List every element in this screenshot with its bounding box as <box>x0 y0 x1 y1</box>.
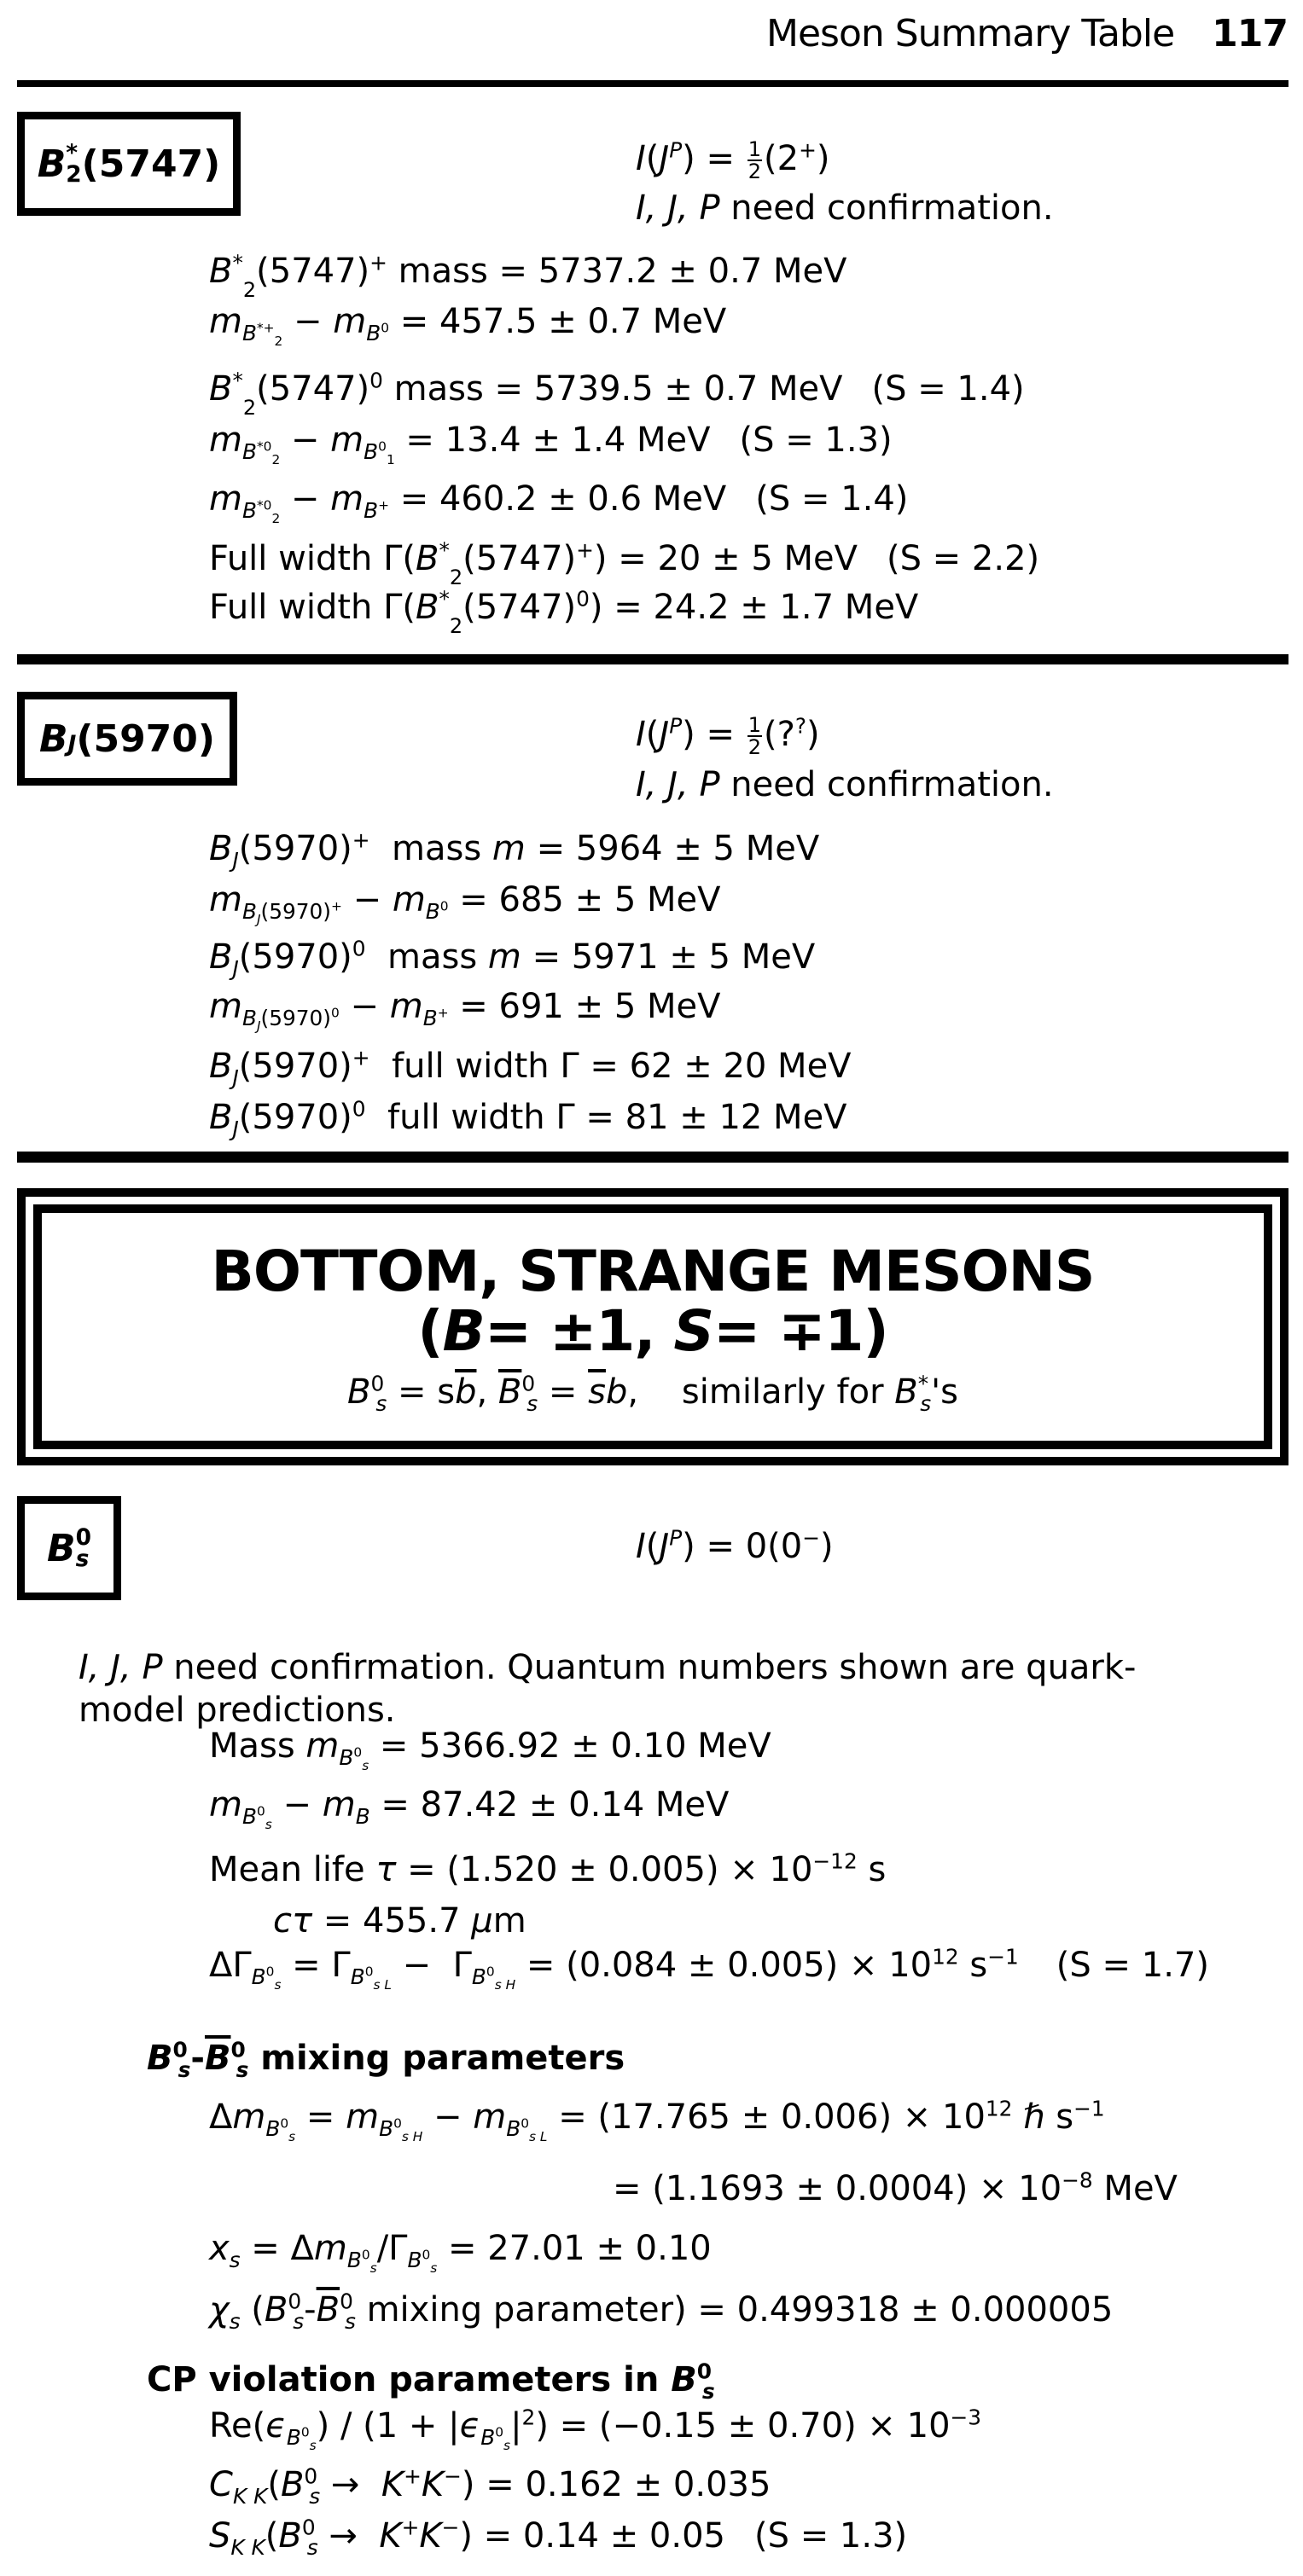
box-tail: (5970) <box>76 717 216 761</box>
s-factor: (S = 1.4) <box>871 369 1025 409</box>
confirmation-note-b2star: I, J, P need confirmation. <box>636 189 1054 228</box>
bs0-quantum-note: I, J, P need confirmation. Quantum numbers shown are quark-model predictions. <box>79 1648 1137 1730</box>
quantum-numbers-bs0: $I(J^P) = 0(0^-)$ <box>636 1525 834 1566</box>
mixing-heading: $B^0_s-\overline{B}^0_s$ mixing parameters <box>147 2037 625 2082</box>
bs0-mass-diff: $m_{B^0_s} - m_B = 87.42 \pm 0.14$ MeV <box>209 1785 730 1832</box>
box-sub: s <box>75 1546 90 1572</box>
bs0-skk: $S_{K K}(B^0_s \to K^+K^-) = 0.14 \pm 0.05$ (S = 1.3) <box>209 2515 908 2560</box>
bj-mass-zero: $B_J(5970)^0$ mass m = 5971 ± 5 MeV <box>209 936 816 981</box>
bj-mass-diff-zero: $m_{B_J(5970)^0} - m_{B^+} = 691 \pm 5$ MeV <box>209 987 721 1034</box>
section-rule <box>17 654 1288 664</box>
bs0-chi-s: $\chi_s$ ($B^0_s-\overline{B}^0_s$ mixing parameter) = 0.499318 ± 0.000005 <box>209 2289 1114 2334</box>
quantum-numbers-b2star: $I(J^P)$ = $\frac{1}{2}$ (2+) <box>636 137 830 183</box>
box-sub: 2 <box>66 161 82 188</box>
bs0-xs: $x_s = \Delta m_{B^0_s}/\Gamma_{B^0_s} = 27.01 \pm 0.10$ <box>209 2229 712 2276</box>
bj-mass-diff-plus: $m_{B_J(5970)^+} - m_{B^0} = 685 \pm 5$ MeV <box>209 880 721 927</box>
banner-quantum-line: (B= ±1, S= ∓1) <box>417 1297 888 1364</box>
bs0-ckk: $C_{K K}(B^0_s \to K^+K^-) = 0.162 \pm 0.035$ <box>209 2463 771 2509</box>
particle-box-bs0 <box>17 1496 121 1600</box>
page-number: 117 <box>1212 12 1288 55</box>
bs0-delta-m-mev: = $(1.1693 \pm 0.0004) \times 10^{-8}$ MeV <box>613 2167 1178 2208</box>
bs0-delta-gamma: $\Delta\Gamma_{B^0_s} = \Gamma_{B^0_{s L}} - \Gamma_{B^0_{s H}} = (0.084 \pm 0.005) \times 10^{12}$ $s^{-1}$ (S = 1.7) <box>209 1944 1209 1993</box>
running-title: Meson Summary Table <box>765 12 1175 55</box>
b2star-mass-plus: $B^*_2(5747)^+$ mass = 5737.2 ± 0.7 MeV <box>209 250 847 303</box>
cp-violation-heading: CP violation parameters in $B^0_s$ <box>147 2358 715 2404</box>
bs0-re-epsilon: $Re(\epsilon_{B^0_s}) / (1 + |\epsilon_{B^0_s}|^2) = (-0.15 \pm 0.70) \times 10^{-3}$ <box>209 2405 982 2453</box>
banner-title: BOTTOM, STRANGE MESONS <box>211 1239 1095 1305</box>
particle-box-bj: B $_J$ (5970) <box>17 692 237 786</box>
category-banner <box>17 1188 1288 1465</box>
box-sup: * <box>66 139 79 166</box>
box-symbol: B <box>38 717 68 761</box>
section-rule <box>17 1152 1288 1163</box>
fraction: $\frac{1}{2}$ <box>747 137 762 183</box>
s-factor: (S = 2.2) <box>886 539 1040 578</box>
page-header <box>766 12 1288 55</box>
header-rule <box>17 80 1288 87</box>
b2star-mass-diff-plus: $m_{B^{*+}_2} - m_{B^0} = 457.5 \pm 0.7$ MeV <box>209 302 727 349</box>
s-factor: (S = 1.3) <box>753 2516 908 2556</box>
bs0-mass: Mass $m_{B^0_s} = 5366.92 \pm 0.10$ MeV <box>209 1726 771 1773</box>
confirmation-note-bj: I, J, P need confirmation. <box>636 765 1054 804</box>
bj-width-zero: $B_J(5970)^0$ full width Γ = 81 ± 12 MeV <box>209 1096 847 1141</box>
b2star-width-zero: Full width $\Gamma(B^*_2(5747)^0) = 24.2 \pm 1.7$ MeV <box>209 586 919 639</box>
fraction: $\frac{1}{2}$ <box>747 713 762 759</box>
category-banner-inner <box>33 1204 1272 1449</box>
b2star-mass-diff-zero-b1: $m_{B^{*0}_2} - m_{B^0_1} = 13.4 \pm 1.4$ MeV (S = 1.3) <box>209 421 893 467</box>
bj-mass-plus: $B_J(5970)^+$ mass m = 5964 ± 5 MeV <box>209 827 820 873</box>
jp-sup: P <box>669 137 683 163</box>
s-factor: (S = 1.3) <box>739 421 893 460</box>
bs0-delta-m: $\Delta m_{B^0_s} = m_{B^0_{s H}} - m_{B^0_{s L}} = (17.765 \pm 0.006) \times 10^{12}$ ℏ $s^{-1}$ <box>209 2096 1105 2144</box>
bs0-ctau: cτ = 455.7 μm <box>273 1901 526 1941</box>
b2star-width-plus: Full width $\Gamma(B^*_2(5747)^+) = 20 \pm 5$ MeV (S = 2.2) <box>209 537 1040 590</box>
quantum-numbers-bj: $I(J^P)$ = $\frac{1}{2}$ (??) <box>636 713 820 759</box>
b2star-mass-diff-zero-bplus: $m_{B^{*0}_2} - m_{B^+} = 460.2 \pm 0.6$ MeV (S = 1.4) <box>209 479 909 526</box>
box-symbol: B <box>37 142 67 186</box>
s-factor: (S = 1.4) <box>755 479 909 519</box>
banner-quark-content: $B^0_s = s\overline{b}$, $\overline{B}^0_s = \overline{s}b$, similarly for $B^*_s's$ <box>347 1371 958 1416</box>
bj-width-plus: $B_J(5970)^+$ full width Γ = 62 ± 20 MeV <box>209 1045 852 1090</box>
b2star-mass-zero: $B^*_2(5747)^0$ mass = 5739.5 ± 0.7 MeV (S = 1.4) <box>209 368 1025 421</box>
particle-box-b2star <box>17 112 241 216</box>
bs0-mean-life: Mean life $\tau = (1.520 \pm 0.005) \times 10^{-12}$ s <box>209 1848 887 1889</box>
box-symbol: B <box>47 1526 76 1570</box>
box-sup: 0 <box>75 1523 91 1551</box>
box-tail: (5747) <box>81 142 221 186</box>
s-factor: (S = 1.7) <box>1056 1946 1209 1985</box>
